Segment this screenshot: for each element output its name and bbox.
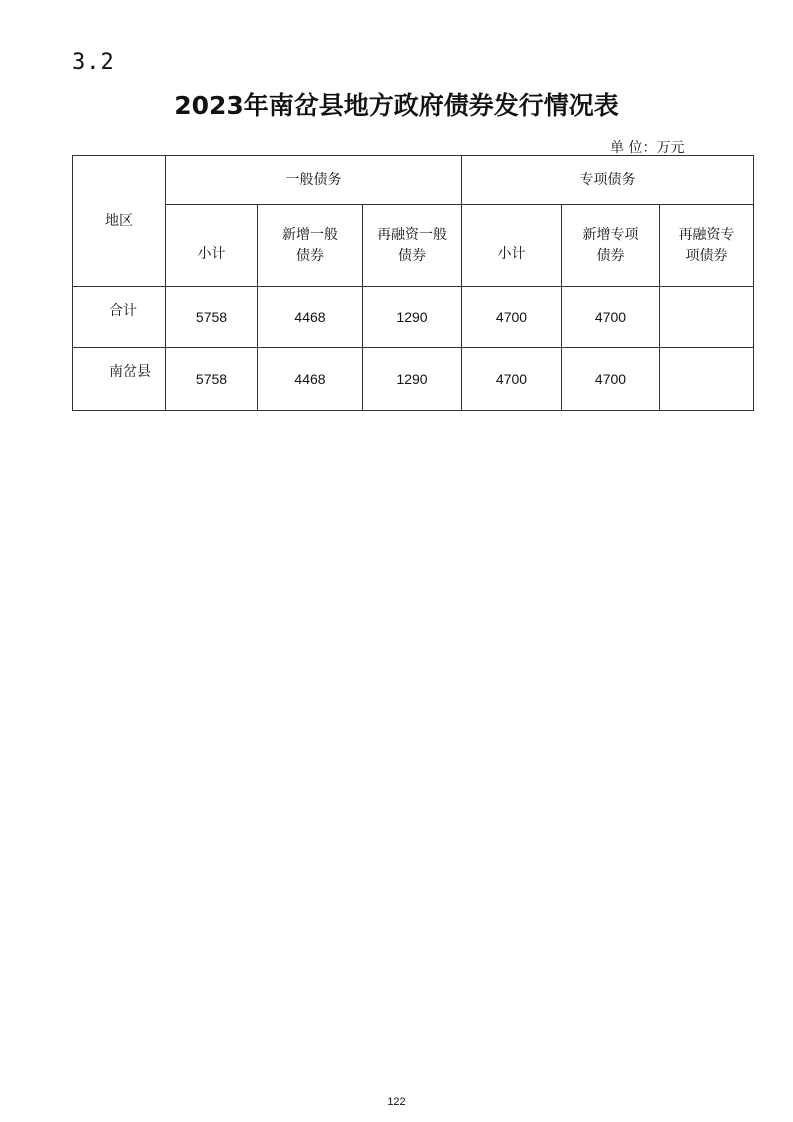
cell-special-new: 4700 — [562, 348, 660, 411]
cell-special-subtotal: 4700 — [462, 348, 562, 411]
region-header: 地区 — [73, 156, 166, 287]
special-new-header-line2: 债券 — [596, 247, 625, 264]
general-new-header-line1: 新增一般 — [282, 227, 338, 244]
general-refinance-header — [363, 205, 462, 287]
cell-general-refinance: 1290 — [363, 348, 462, 411]
row-region: 南岔县 — [73, 348, 166, 411]
table-row — [73, 287, 754, 348]
cell-general-subtotal: 5758 — [166, 348, 258, 411]
cell-special-refinance — [660, 287, 754, 348]
page-number: 122 — [387, 1096, 406, 1108]
special-refinance-header-line2: 项债券 — [685, 247, 728, 264]
general-refinance-header-line2: 债券 — [398, 247, 426, 264]
section-number: 3.2 — [72, 50, 115, 75]
special-refinance-header — [660, 205, 754, 287]
general-new-header-line2: 债券 — [296, 247, 324, 264]
cell-special-refinance — [660, 348, 754, 411]
bond-issuance-table — [72, 155, 754, 411]
general-new-header — [258, 205, 363, 287]
special-new-header-line1: 新增专项 — [582, 227, 639, 244]
row-region: 合计 — [73, 287, 166, 348]
cell-general-refinance: 1290 — [363, 287, 462, 348]
cell-general-subtotal: 5758 — [166, 287, 258, 348]
cell-special-new: 4700 — [562, 287, 660, 348]
cell-general-new: 4468 — [258, 348, 363, 411]
general-debt-header: 一般债务 — [166, 156, 462, 205]
special-subtotal-header: 小计 — [462, 205, 562, 287]
general-refinance-header-line1: 再融资一般 — [377, 227, 447, 244]
general-subtotal-header: 小计 — [166, 205, 258, 287]
unit-label: 单 位：万元 — [610, 140, 685, 156]
special-debt-header: 专项债务 — [462, 156, 754, 205]
cell-special-subtotal: 4700 — [462, 287, 562, 348]
special-refinance-header-line1: 再融资专 — [678, 227, 735, 244]
cell-general-new: 4468 — [258, 287, 363, 348]
table-row — [73, 348, 754, 411]
special-new-header — [562, 205, 660, 287]
page-title: 2023年南岔县地方政府债券发行情况表 — [174, 91, 619, 120]
